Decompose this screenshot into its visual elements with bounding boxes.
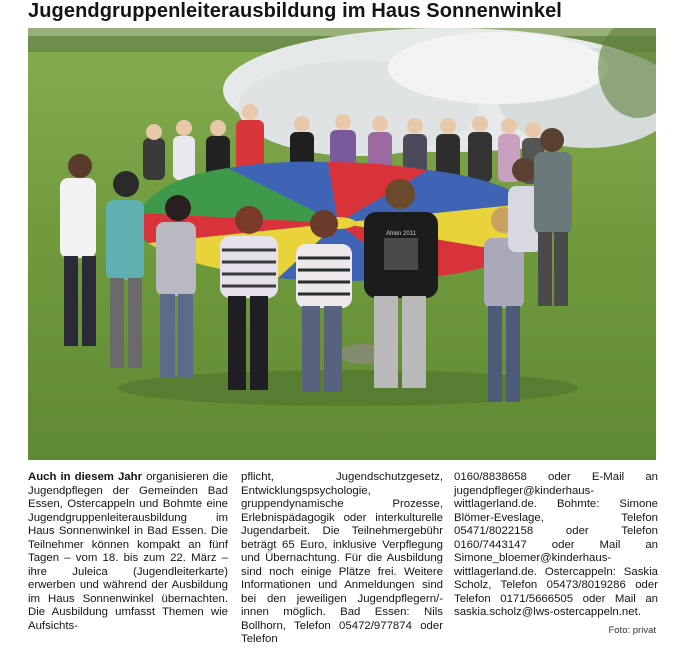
- photo-credit: Foto: privat: [608, 625, 656, 636]
- article-lead: Auch in diesem Jahr: [28, 471, 143, 483]
- article-photo: [28, 28, 656, 460]
- group-photo-illustration: [28, 28, 656, 460]
- article-column-2: pflicht, Jugendschutzgesetz, Entwicklungspsychologie, gruppendynamische Prozesse, Erlebnispädagogik oder interkulturelle Jugendarbeit. Die Teilnehmergebühr beträgt 65 Euro, inklusive Verpflegung und Übernachtung. Für die Ausbildung sind noch einige Plätze frei. Weitere Informationen und Anmeldungen sind bei den jeweiligen Jugendpflegern/-innen möglich. Bad Essen: Nils Bollhorn, Telefon 05472/977874 oder Telefon: [241, 471, 443, 645]
- shirt-print: Ahlen 2011: [386, 231, 416, 237]
- article-column-1: [28, 471, 228, 633]
- article-column-3: 0160/8838658 oder E-Mail an jugendpfleger@kinderhaus-wittlagerland.de. Bohmte: Simone Blömer-Eveslage, Telefon 05471/8022158 oder Telefon 0160/7443147 oder Mail an Simone_bloemer@kinderhaus-wittlagerland.de. Ostercappeln: Saskia Scholz, Telefon 05473/8019286 oder Telefon 0171/5666505 oder Mail an saskia.scholz@lws-ostercappeln.net.: [454, 471, 658, 618]
- headline: Jugendgruppenleiterausbildung im Haus Sonnenwinkel: [28, 0, 562, 22]
- article-column-1-text: organisieren die Jugendpflegen der Gemeinden Bad Essen, Ostercappeln und Bohmte eine Jugendgruppenleiterausbildung im Haus Sonnenwinkel in Bad Essen. Die Teilnehmer können kompakt an fünf Tagen – vom 18. bis zum 22. März – ihre Juleica (Jugendleiterkarte) erwerben und während der Ausbildung im Haus Sonnenwinkel übernachten. Die Ausbildung umfasst Themen wie Aufsichts-: [28, 471, 228, 632]
